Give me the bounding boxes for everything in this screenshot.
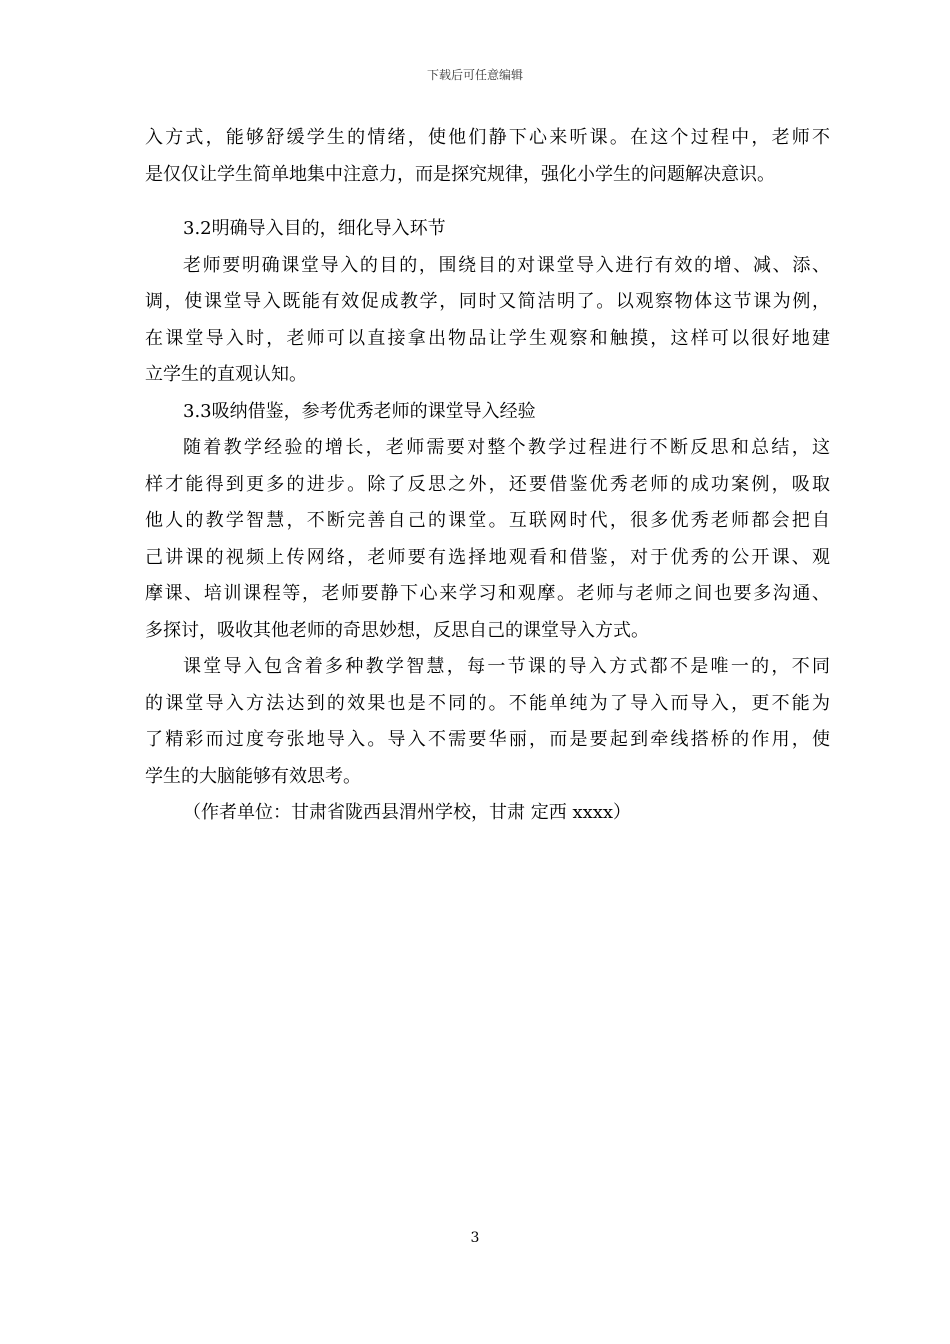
page-number: 3 (470, 1230, 480, 1246)
paragraph-line: 课堂导入包含着多种教学智慧，每一节课的导入方式都不是唯一的，不同 (183, 656, 830, 677)
paragraph-line: 学生的大脑能够有效思考。 (145, 765, 361, 787)
paragraph-line: 的课堂导入方法达到的效果也是不同的。不能单纯为了导入而导入，更不能为 (145, 692, 830, 714)
paragraph-line: 立学生的直观认知。 (145, 364, 307, 385)
paragraph-line: 在课堂导入时，老师可以直接拿出物品让学生观察和触摸，这样可以很好地建 (145, 327, 830, 349)
paragraph-line: 他人的教学智慧，不断完善自己的课堂。互联网时代，很多优秀老师都会把自 (145, 510, 830, 531)
section-heading-3-2: 3.2明确导入目的，细化导入环节 (183, 218, 446, 239)
paragraph-spacer (145, 193, 830, 211)
paragraph-line: 入方式，能够舒缓学生的情绪，使他们静下心来听课。在这个过程中，老师不 (145, 127, 830, 148)
section-heading-3-3: 3.3吸纳借鉴，参考优秀老师的课堂导入经验 (183, 400, 536, 422)
paragraph-line: 己讲课的视频上传网络，老师要有选择地观看和借鉴，对于优秀的公开课、观 (145, 546, 830, 568)
paragraph-line: 多探讨，吸收其他老师的奇思妙想，反思自己的课堂导入方式。 (145, 619, 649, 641)
paragraph-line: 摩课、培训课程等，老师要静下心来学习和观摩。老师与老师之间也要多沟通、 (145, 583, 830, 604)
paragraph-line: 调，使课堂导入既能有效促成教学，同时又简洁明了。以观察物体这节课为例， (145, 291, 830, 312)
page-header: 下载后可任意编辑 (426, 68, 523, 82)
paragraph-line: 样才能得到更多的进步。除了反思之外，还要借鉴优秀老师的成功案例，吸取 (145, 473, 830, 495)
author-affiliation: （作者单位：甘肃省陇西县渭州学校，甘肃 定西 xxxx） (183, 802, 632, 823)
paragraph-line: 了精彩而过度夸张地导入。导入不需要华丽，而是要起到牵线搭桥的作用，使 (145, 729, 830, 750)
paragraph-line: 随着教学经验的增长，老师需要对整个教学过程进行不断反思和总结，这 (183, 437, 830, 458)
paragraph-line: 是仅仅让学生简单地集中注意力，而是探究规律，强化小学生的问题解决意识。 (145, 163, 775, 185)
document-body (145, 120, 830, 832)
paragraph-line: 老师要明确课堂导入的目的，围绕目的对课堂导入进行有效的增、减、添、 (183, 254, 830, 276)
